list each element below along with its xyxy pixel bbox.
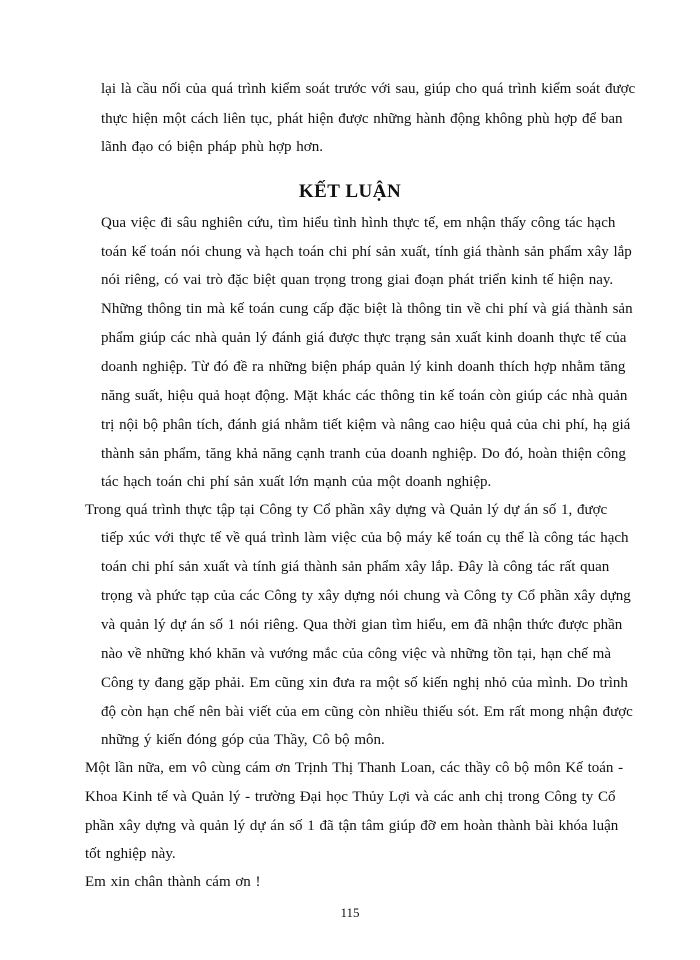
paragraph1-line-1: Qua việc đi sâu nghiên cứu, tìm hiểu tình hình thực tế, em nhận thấy công tác hạch [101, 215, 616, 231]
paragraph3-line-3: phần xây dựng và quản lý dự án số 1 đã tận tâm giúp đỡ em hoàn thành bài khóa luận [85, 818, 619, 834]
paragraph1-line-8: trị nội bộ phân tích, đánh giá nhằm tiết kiệm và nâng cao hiệu quả của chi phí, hạ giá [101, 417, 631, 433]
paragraph1-line-10: tác hạch toán chi phí sản xuất lớn mạnh của một doanh nghiệp. [101, 474, 492, 490]
paragraph1-line-9: thành sản phẩm, tăng khả năng cạnh tranh của doanh nghiệp. Do đó, hoàn thiện công [101, 446, 626, 462]
conclusion-heading: KẾT LUẬN [298, 181, 402, 202]
intro-line-3: lãnh đạo có biện pháp phù hợp hơn. [101, 139, 323, 155]
paragraph1-line-7: năng suất, hiệu quả hoạt động. Mặt khác các thông tin kế toán còn giúp các nhà quản [101, 388, 628, 404]
paragraph2-line-4: trọng và phức tạp của các Công ty xây dựng nói chung và Công ty Cổ phần xây dựng [101, 588, 631, 604]
paragraph1-line-2: toán kế toán nói chung và hạch toán chi phí sản xuất, tính giá thành sản phẩm xây lắp [101, 244, 632, 260]
paragraph2-line-5: và quản lý dự án số 1 nói riêng. Qua thời gian tìm hiểu, em đã nhận thức được phần [101, 617, 623, 633]
paragraph2-line-9: những ý kiến đóng góp của Thầy, Cô bộ môn. [101, 732, 385, 748]
paragraph2-line-2: tiếp xúc với thực tế về quá trình làm việc của bộ máy kế toán cụ thể là công tác hạch [101, 530, 629, 546]
paragraph1-line-3: nói riêng, có vai trò đặc biệt quan trọng trong giai đoạn phát triển kinh tế hiện nay. [101, 272, 614, 288]
paragraph2-line-6: nào về những khó khăn và vướng mắc của công việc và những tồn tại, hạn chế mà [101, 646, 612, 662]
paragraph2-line-1: Trong quá trình thực tập tại Công ty Cổ phần xây dựng và Quản lý dự án số 1, được [85, 502, 608, 518]
paragraph2-line-3: toán chi phí sản xuất và tính giá thành sản phẩm xây lắp. Đây là công tác rất quan [101, 559, 610, 575]
intro-line-2: thực hiện một cách liên tục, phát hiện được những hành động không phù hợp để ban [101, 111, 623, 127]
paragraph2-line-8: độ còn hạn chế nên bài viết của em cũng còn nhiều thiếu sót. Em rất mong nhận được [101, 704, 633, 720]
closing-line: Em xin chân thành cám ơn ! [85, 874, 261, 890]
paragraph3-line-4: tốt nghiệp này. [85, 846, 176, 862]
paragraph1-line-6: doanh nghiệp. Từ đó đề ra những biện pháp quản lý kinh doanh thích hợp nhằm tăng [101, 359, 626, 375]
paragraph3-line-1: Một lần nữa, em vô cùng cám ơn Trịnh Thị Thanh Loan, các thầy cô bộ môn Kế toán - [85, 760, 624, 776]
paragraph1-line-4: Những thông tin mà kế toán cung cấp đặc biệt là thông tin về chi phí và giá thành sản [101, 301, 633, 317]
paragraph3-line-2: Khoa Kinh tế và Quản lý - trường Đại học Thủy Lợi và các anh chị trong Công ty Cổ [85, 789, 616, 805]
paragraph1-line-5: phẩm giúp các nhà quản lý đánh giá được thực trạng sản xuất kinh doanh thực tế của [101, 330, 627, 346]
intro-line-1: lại là cầu nối của quá trình kiểm soát trước với sau, giúp cho quá trình kiểm soát được [101, 81, 636, 97]
page-number: 115 [340, 905, 360, 920]
paragraph2-line-7: Công ty đang gặp phải. Em cũng xin đưa ra một số kiến nghị nhỏ của mình. Do trình [101, 675, 628, 691]
